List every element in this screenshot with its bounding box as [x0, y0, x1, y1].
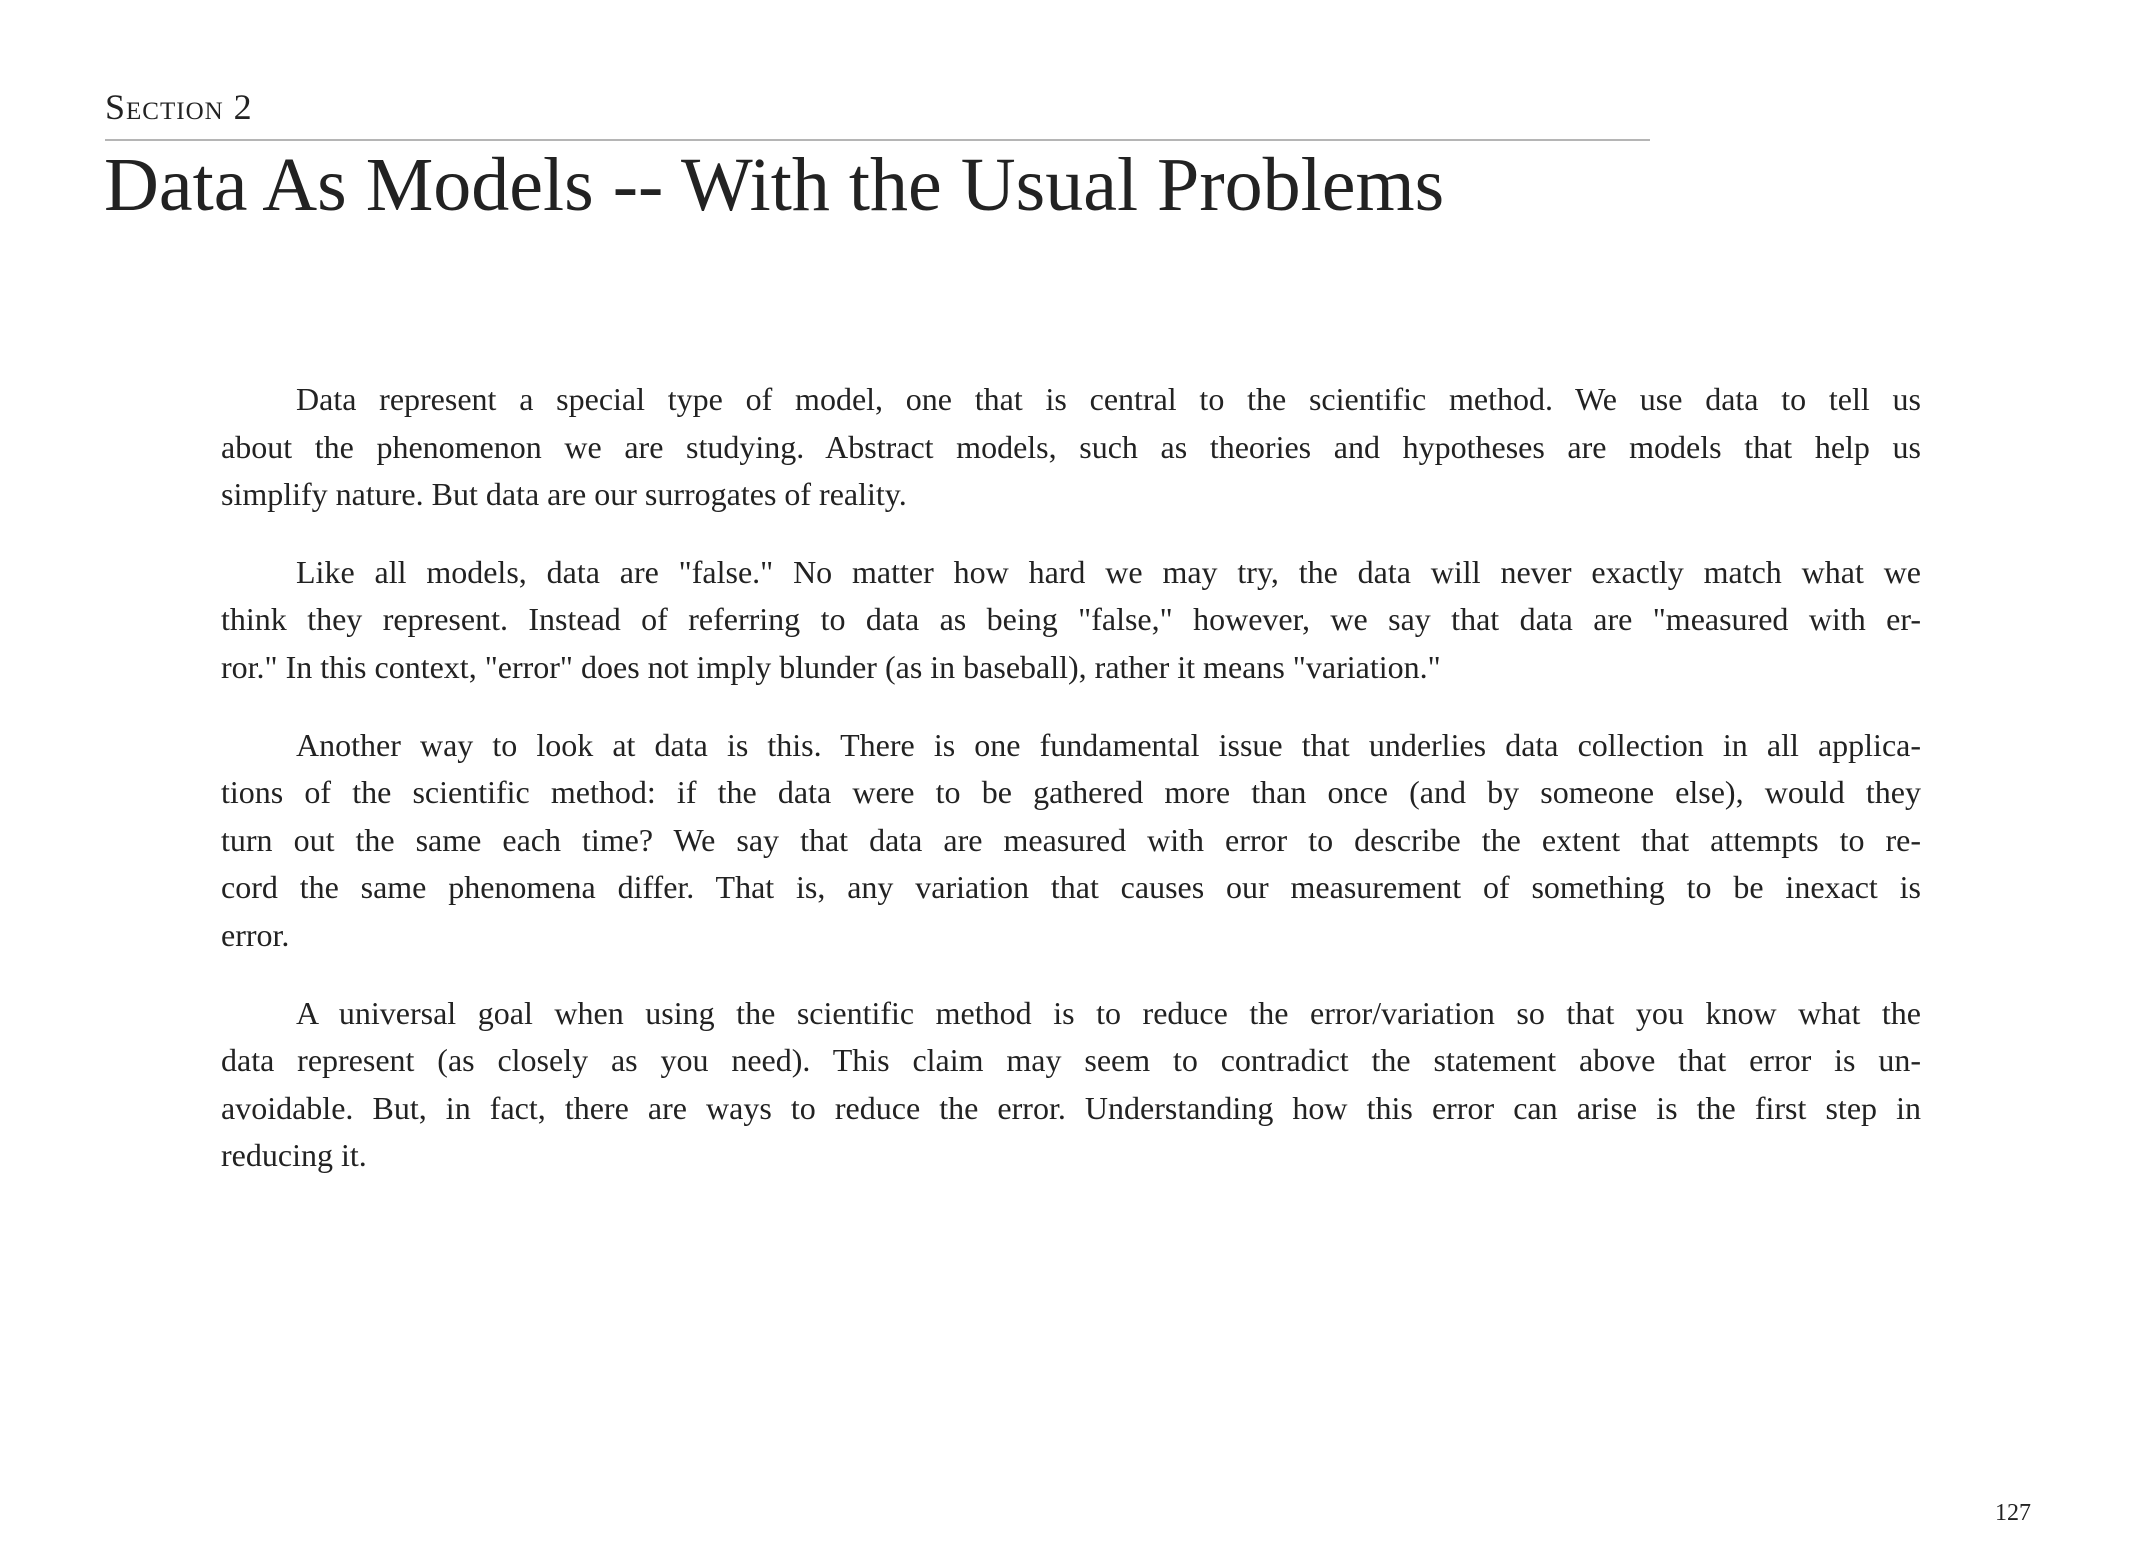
paragraph-line: about the phenomenon we are studying. Abstract models, such as theories and hypotheses are models that help us [221, 428, 1921, 465]
paragraph [221, 376, 1921, 519]
paragraph-line: data represent (as closely as you need). This claim may seem to contradict the statement above that error is un- [221, 1042, 1921, 1079]
paragraph-line: reducing it. [221, 1137, 367, 1174]
paragraph-line: think they represent. Instead of referring to data as being "false," however, we say that data are "measured with er- [221, 601, 1921, 638]
section-label: Section 2 [105, 87, 253, 127]
paragraph [221, 722, 1921, 960]
paragraph-line: turn out the same each time? We say that data are measured with error to describe the extent that attempts to re- [221, 821, 1921, 858]
paragraph-line: Data represent a special type of model, one that is central to the scientific method. We use data to tell us [296, 381, 1921, 417]
paragraph-line: A universal goal when using the scientific method is to reduce the error/variation so that you know what the [296, 994, 1921, 1031]
body-text [221, 376, 1921, 1210]
paragraph-line: cord the same phenomena differ. That is, any variation that causes our measurement of something to be inexact is [221, 869, 1921, 906]
page-title: Data As Models -- With the Usual Problems [104, 143, 1445, 227]
paragraph-line: simplify nature. But data are our surrogates of reality. [221, 476, 907, 513]
paragraph-line: ror." In this context, "error" does not imply blunder (as in baseball), rather it means "variation." [221, 648, 1441, 685]
paragraph [221, 549, 1921, 692]
page-number: 127 [1995, 1500, 2031, 1526]
paragraph-line: avoidable. But, in fact, there are ways to reduce the error. Understanding how this error can arise is the first step in [221, 1089, 1921, 1126]
paragraph-line: error. [221, 916, 290, 953]
paragraph-line: tions of the scientific method: if the data were to be gathered more than once (and by someone else), would they [221, 774, 1921, 811]
paragraph-line: Another way to look at data is this. There is one fundamental issue that underlies data collection in all applica- [296, 726, 1921, 763]
paragraph-line: Like all models, data are "false." No matter how hard we may try, the data will never exactly match what we [296, 553, 1921, 590]
paragraph [221, 990, 1921, 1180]
